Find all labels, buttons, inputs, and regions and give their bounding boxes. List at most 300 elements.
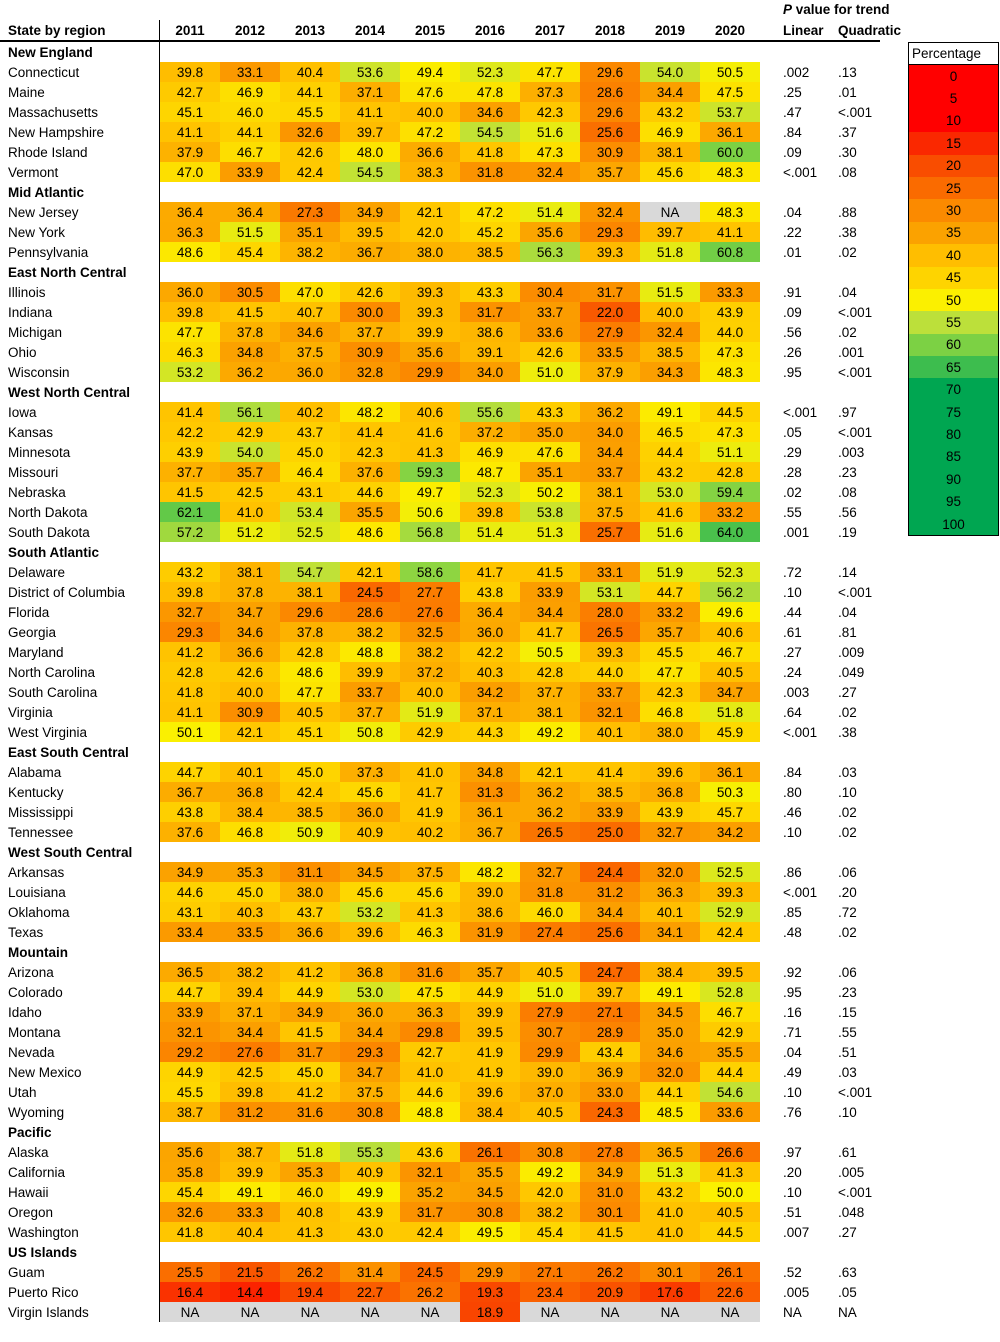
heatmap-cell: 44.6: [400, 1082, 460, 1102]
heatmap-cell: 44.9: [280, 982, 340, 1002]
year-headers: [160, 20, 760, 40]
heatmap-cell: 35.7: [460, 962, 520, 982]
heatmap-cell: 32.4: [640, 322, 700, 342]
region-row: [0, 542, 880, 562]
heatmap-cell: 42.3: [340, 442, 400, 462]
heatmap-cell: 30.0: [340, 302, 400, 322]
heatmap-cell: 30.4: [520, 282, 580, 302]
heatmap-cell: 39.7: [340, 122, 400, 142]
p-linear-value: .29: [783, 444, 802, 460]
heatmap-cell: 37.5: [580, 502, 640, 522]
heatmap-cell: 29.6: [580, 62, 640, 82]
legend-cell: 5: [909, 87, 998, 109]
heatmap-cell: 24.5: [340, 582, 400, 602]
heatmap-cell: 48.2: [460, 862, 520, 882]
heatmap-cell: 42.4: [400, 1222, 460, 1242]
heatmap-cell: 40.5: [280, 702, 340, 722]
table-row: [0, 982, 880, 1002]
heatmap-cell: 30.5: [220, 282, 280, 302]
p-linear-value: .44: [783, 604, 802, 620]
table-row: [0, 902, 880, 922]
legend-cell: 90: [909, 468, 998, 490]
p-linear-value: .86: [783, 864, 802, 880]
state-name: Michigan: [0, 322, 160, 342]
table-row: [0, 442, 880, 462]
heatmap-cell: 42.2: [460, 642, 520, 662]
heatmap-cell: 30.9: [220, 702, 280, 722]
heatmap-cell: 29.9: [520, 1042, 580, 1062]
heatmap-cell: 38.1: [580, 482, 640, 502]
p-quadratic-value: .02: [838, 244, 857, 260]
heatmap-cell: 52.3: [700, 562, 760, 582]
table-row: [0, 622, 880, 642]
heatmap-cell: 32.7: [520, 862, 580, 882]
p-linear-value: .49: [783, 1064, 802, 1080]
state-name: New York: [0, 222, 160, 242]
heatmap-cell: 48.3: [700, 362, 760, 382]
heatmap-cell: 42.7: [400, 1042, 460, 1062]
state-name: Minnesota: [0, 442, 160, 462]
heatmap-cell: 32.7: [640, 822, 700, 842]
table-row: [0, 602, 880, 622]
table-row: [0, 782, 880, 802]
heatmap-cell: 38.6: [460, 322, 520, 342]
heatmap-cell: 32.7: [160, 602, 220, 622]
state-name: Rhode Island: [0, 142, 160, 162]
p-linear-value: .47: [783, 104, 802, 120]
heatmap-cell: 53.2: [340, 902, 400, 922]
heatmap-cell: 44.4: [700, 1062, 760, 1082]
heatmap-cell: 38.2: [280, 242, 340, 262]
heatmap-cell: 41.8: [160, 1222, 220, 1242]
heatmap-cell: 36.1: [460, 802, 520, 822]
heatmap-cell: 21.5: [220, 1262, 280, 1282]
p-linear-value: .16: [783, 1004, 802, 1020]
year-header: 2012: [234, 22, 266, 38]
region-name: East South Central: [0, 742, 160, 762]
heatmap-cell: 44.7: [160, 982, 220, 1002]
p-quadratic-value: .005: [838, 1164, 865, 1180]
heatmap-cell: 34.0: [580, 422, 640, 442]
heatmap-cell: 36.3: [400, 1002, 460, 1022]
heatmap-cell: 31.9: [460, 922, 520, 942]
heatmap-cell: 43.2: [640, 102, 700, 122]
heatmap-cell: 46.9: [220, 82, 280, 102]
heatmap-cell: 31.4: [340, 1262, 400, 1282]
heatmap-cell: 49.5: [460, 1222, 520, 1242]
state-name: New Mexico: [0, 1062, 160, 1082]
heatmap-cell: 48.6: [340, 522, 400, 542]
p-linear-value: .09: [783, 304, 802, 320]
heatmap-cell: 51.0: [520, 982, 580, 1002]
p-linear-value: .64: [783, 704, 802, 720]
heatmap-cell: 24.5: [400, 1262, 460, 1282]
heatmap-cell: 35.7: [580, 162, 640, 182]
heatmap-cell: NA: [520, 1302, 580, 1322]
heatmap-cell: 22.7: [340, 1282, 400, 1302]
heatmap-cell: 31.8: [520, 882, 580, 902]
heatmap-cell: 32.0: [640, 862, 700, 882]
table-row: [0, 402, 880, 422]
heatmap-cell: 45.5: [280, 102, 340, 122]
p-quadratic-value: .08: [838, 484, 857, 500]
table-row: [0, 1002, 880, 1022]
heatmap-cell: 49.6: [700, 602, 760, 622]
table-row: [0, 862, 880, 882]
heatmap-cell: 37.6: [160, 822, 220, 842]
heatmap-cell: 39.3: [400, 282, 460, 302]
heatmap-cell: 28.9: [580, 1022, 640, 1042]
heatmap-cell: 39.3: [700, 882, 760, 902]
heatmap-cell: 34.4: [580, 902, 640, 922]
p-linear-value: .76: [783, 1104, 802, 1120]
table-body: [0, 42, 880, 1322]
heatmap-cell: 33.9: [220, 162, 280, 182]
heatmap-cell: 45.1: [280, 722, 340, 742]
heatmap-cell: 49.1: [640, 982, 700, 1002]
heatmap-cell: 40.1: [580, 722, 640, 742]
heatmap-cell: 40.3: [220, 902, 280, 922]
heatmap-cell: 38.7: [160, 1102, 220, 1122]
heatmap-cell: 27.6: [400, 602, 460, 622]
heatmap-cell: 38.7: [220, 1142, 280, 1162]
heatmap-cell: 45.1: [160, 102, 220, 122]
heatmap-cell: 53.2: [160, 362, 220, 382]
heatmap-cell: 51.4: [460, 522, 520, 542]
p-quadratic-value: .27: [838, 684, 857, 700]
heatmap-cell: 51.3: [640, 1162, 700, 1182]
heatmap-cell: 34.1: [640, 922, 700, 942]
heatmap-cell: 41.7: [400, 782, 460, 802]
heatmap-cell: 44.0: [700, 322, 760, 342]
table-row: [0, 1022, 880, 1042]
state-name: Puerto Rico: [0, 1282, 160, 1302]
heatmap-cell: 48.6: [160, 242, 220, 262]
p-linear-value: .005: [783, 1284, 810, 1300]
table-row: [0, 1102, 880, 1122]
state-name: Hawaii: [0, 1182, 160, 1202]
heatmap-cell: 53.7: [700, 102, 760, 122]
heatmap-cell: 52.9: [700, 902, 760, 922]
p-linear-value: .61: [783, 624, 802, 640]
heatmap-cell: 47.2: [400, 122, 460, 142]
p-quadratic-value: .56: [838, 504, 857, 520]
heatmap-cell: 32.1: [160, 1022, 220, 1042]
heatmap-cell: 34.9: [580, 1162, 640, 1182]
heatmap-cell: 37.3: [520, 82, 580, 102]
heatmap-cell: 54.0: [640, 62, 700, 82]
heatmap-cell: 37.9: [580, 362, 640, 382]
heatmap-cell: 35.3: [220, 862, 280, 882]
heatmap-cell: 25.7: [580, 522, 640, 542]
p-linear-value: .71: [783, 1024, 802, 1040]
heatmap-cell: 37.2: [400, 662, 460, 682]
heatmap-cell: 26.2: [580, 1262, 640, 1282]
heatmap-cell: 47.2: [460, 202, 520, 222]
heatmap-cell: 46.3: [400, 922, 460, 942]
table-row: [0, 662, 880, 682]
state-name: California: [0, 1162, 160, 1182]
region-row: [0, 42, 880, 62]
table-row: [0, 802, 880, 822]
heatmap-cell: NA: [640, 202, 700, 222]
p-linear-value: .28: [783, 464, 802, 480]
state-name: Colorado: [0, 982, 160, 1002]
heatmap-cell: 31.6: [400, 962, 460, 982]
heatmap-cell: 43.6: [400, 1142, 460, 1162]
p-linear-value: .05: [783, 424, 802, 440]
heatmap-cell: 35.0: [640, 1022, 700, 1042]
heatmap-cell: 36.3: [160, 222, 220, 242]
heatmap-cell: 42.9: [400, 722, 460, 742]
heatmap-cell: 33.6: [700, 1102, 760, 1122]
column-header-row: [0, 20, 902, 42]
heatmap-cell: 36.2: [520, 782, 580, 802]
heatmap-cell: 50.0: [700, 1182, 760, 1202]
heatmap-cell: 56.8: [400, 522, 460, 542]
heatmap-cell: 48.3: [700, 162, 760, 182]
legend-cell: 0: [909, 65, 998, 87]
heatmap-cell: 42.1: [340, 562, 400, 582]
heatmap-cell: 59.3: [400, 462, 460, 482]
heatmap-cell: 47.7: [160, 322, 220, 342]
heatmap-cell: 34.4: [220, 1022, 280, 1042]
heatmap-cell: 41.6: [640, 502, 700, 522]
table-row: [0, 1182, 880, 1202]
heatmap-cell: 51.5: [220, 222, 280, 242]
heatmap-cell: 45.4: [520, 1222, 580, 1242]
heatmap-cell: 34.6: [220, 622, 280, 642]
heatmap-cell: 34.2: [460, 682, 520, 702]
heatmap-cell: 31.8: [460, 162, 520, 182]
heatmap-cell: 38.2: [340, 622, 400, 642]
heatmap-cell: 43.1: [280, 482, 340, 502]
heatmap-cell: 38.2: [220, 962, 280, 982]
legend-cell: 95: [909, 490, 998, 512]
heatmap-cell: 37.7: [340, 702, 400, 722]
heatmap-cell: 35.6: [520, 222, 580, 242]
p-quadratic-value: .27: [838, 1224, 857, 1240]
heatmap-cell: 49.1: [640, 402, 700, 422]
table-row: [0, 282, 880, 302]
region-row: [0, 942, 880, 962]
legend-cell: 10: [909, 110, 998, 132]
p-quadratic-value: <.001: [838, 1184, 873, 1200]
p-quadratic-value: <.001: [838, 584, 873, 600]
heatmap-cell: 34.6: [460, 102, 520, 122]
p-linear-value: .01: [783, 244, 802, 260]
state-name: Nebraska: [0, 482, 160, 502]
heatmap-cell: 41.9: [460, 1042, 520, 1062]
heatmap-cell: 51.1: [700, 442, 760, 462]
heatmap-cell: 31.3: [460, 782, 520, 802]
heatmap-cell: 41.2: [280, 962, 340, 982]
table-row: [0, 142, 880, 162]
state-name: Georgia: [0, 622, 160, 642]
heatmap-cell: 50.6: [400, 502, 460, 522]
state-name: New Jersey: [0, 202, 160, 222]
heatmap-cell: 35.0: [520, 422, 580, 442]
heatmap-cell: 32.1: [400, 1162, 460, 1182]
legend-cell: 25: [909, 177, 998, 199]
heatmap-cell: 39.6: [340, 922, 400, 942]
heatmap-cell: 47.0: [280, 282, 340, 302]
heatmap-cell: 38.0: [400, 242, 460, 262]
p-linear-value: .10: [783, 824, 802, 840]
p-quadratic-value: .23: [838, 984, 857, 1000]
table-row: [0, 822, 880, 842]
legend-cell: 15: [909, 132, 998, 154]
heatmap-cell: 45.0: [280, 1062, 340, 1082]
heatmap-cell: 42.8: [160, 662, 220, 682]
heatmap-cell: 48.5: [640, 1102, 700, 1122]
table-row: [0, 162, 880, 182]
heatmap-cell: 47.5: [700, 82, 760, 102]
state-name: Texas: [0, 922, 160, 942]
heatmap-cell: 39.9: [340, 662, 400, 682]
heatmap-cell: 40.4: [220, 1222, 280, 1242]
heatmap-cell: 46.4: [280, 462, 340, 482]
heatmap-cell: 25.0: [580, 822, 640, 842]
heatmap-cell: 39.5: [460, 1022, 520, 1042]
heatmap-cell: 48.2: [340, 402, 400, 422]
heatmap-cell: 40.4: [280, 62, 340, 82]
heatmap-cell: 36.7: [460, 822, 520, 842]
table-row: [0, 642, 880, 662]
heatmap-cell: 36.1: [700, 122, 760, 142]
state-name: Louisiana: [0, 882, 160, 902]
heatmap-cell: 35.7: [220, 462, 280, 482]
heatmap-cell: 44.3: [460, 722, 520, 742]
p-linear-value: .51: [783, 1204, 802, 1220]
heatmap-cell: 45.5: [640, 642, 700, 662]
table-row: [0, 1162, 880, 1182]
p-linear-value: .04: [783, 1044, 802, 1060]
legend-cell: 55: [909, 311, 998, 333]
heatmap-cell: 33.9: [580, 802, 640, 822]
p-quadratic-value: <.001: [838, 104, 873, 120]
heatmap-cell: 39.9: [460, 1002, 520, 1022]
state-name: Montana: [0, 1022, 160, 1042]
region-name: Pacific: [0, 1122, 160, 1142]
heatmap-cell: 46.9: [460, 442, 520, 462]
p-linear-value: .007: [783, 1224, 810, 1240]
p-quadratic-value: .04: [838, 604, 857, 620]
heatmap-cell: 31.7: [460, 302, 520, 322]
heatmap-cell: 36.6: [400, 142, 460, 162]
p-quadratic-value: .51: [838, 1044, 857, 1060]
heatmap-cell: 43.8: [160, 802, 220, 822]
heatmap-cell: 55.3: [340, 1142, 400, 1162]
heatmap-cell: 38.0: [640, 722, 700, 742]
year-header: 2011: [175, 22, 205, 38]
heatmap-cell: 43.3: [520, 402, 580, 422]
p-linear-value: .91: [783, 284, 802, 300]
heatmap-cell: 49.9: [340, 1182, 400, 1202]
heatmap-cell: 44.6: [340, 482, 400, 502]
table-row: [0, 962, 880, 982]
heatmap-cell: 31.7: [400, 1202, 460, 1222]
year-header: 2017: [534, 22, 566, 38]
table-row: [0, 82, 880, 102]
heatmap-cell: 32.0: [640, 1062, 700, 1082]
table-row: [0, 102, 880, 122]
p-linear-value: .10: [783, 1184, 802, 1200]
heatmap-cell: 34.4: [520, 602, 580, 622]
heatmap-cell: 36.0: [280, 362, 340, 382]
heatmap-cell: NA: [160, 1302, 220, 1322]
p-linear-value: .22: [783, 224, 802, 240]
heatmap-cell: 31.2: [220, 1102, 280, 1122]
heatmap-cell: 41.2: [280, 1082, 340, 1102]
heatmap-cell: 37.7: [520, 682, 580, 702]
heatmap-cell: 51.8: [280, 1142, 340, 1162]
heatmap-cell: 41.7: [460, 562, 520, 582]
heatmap-cell: 26.1: [460, 1142, 520, 1162]
heatmap-cell: 40.0: [220, 682, 280, 702]
heatmap-cell: 36.4: [460, 602, 520, 622]
heatmap-cell: 34.7: [340, 1062, 400, 1082]
heatmap-cell: 31.7: [280, 1042, 340, 1062]
heatmap-cell: 36.3: [640, 882, 700, 902]
heatmap-cell: 18.9: [460, 1302, 520, 1322]
heatmap-cell: 27.9: [520, 1002, 580, 1022]
p-quadratic-value: .37: [838, 124, 857, 140]
state-name: Illinois: [0, 282, 160, 302]
heatmap-cell: 35.5: [340, 502, 400, 522]
heatmap-cell: 33.2: [640, 602, 700, 622]
heatmap-cell: 60.8: [700, 242, 760, 262]
heatmap-cell: 28.6: [580, 82, 640, 102]
region-row: [0, 1242, 880, 1262]
heatmap-cell: 41.0: [640, 1202, 700, 1222]
heatmap-cell: 47.6: [520, 442, 580, 462]
heatmap-cell: 42.9: [220, 422, 280, 442]
heatmap-cell: 43.2: [640, 1182, 700, 1202]
heatmap-cell: 40.5: [700, 662, 760, 682]
heatmap-cell: 30.9: [580, 142, 640, 162]
heatmap-cell: 40.5: [520, 962, 580, 982]
heatmap-cell: 34.8: [460, 762, 520, 782]
heatmap-cell: 38.0: [280, 882, 340, 902]
heatmap-cell: 49.2: [520, 1162, 580, 1182]
year-header: 2014: [354, 22, 386, 38]
p-quadratic-value: .20: [838, 884, 857, 900]
heatmap-cell: 43.1: [160, 902, 220, 922]
heatmap-cell: 33.9: [160, 1002, 220, 1022]
heatmap-cell: 32.4: [580, 202, 640, 222]
heatmap-cell: 39.8: [460, 502, 520, 522]
table-row: [0, 222, 880, 242]
p-linear-value: .95: [783, 364, 802, 380]
heatmap-cell: 32.6: [160, 1202, 220, 1222]
state-name: Virginia: [0, 702, 160, 722]
legend-cell: 100: [909, 513, 998, 535]
table-row: [0, 722, 880, 742]
table-row: [0, 702, 880, 722]
heatmap-cell: 40.5: [520, 1102, 580, 1122]
heatmap-cell: 27.7: [400, 582, 460, 602]
state-name: North Carolina: [0, 662, 160, 682]
table-row: [0, 302, 880, 322]
heatmap-cell: 51.2: [220, 522, 280, 542]
p-linear-value: .26: [783, 344, 802, 360]
p-linear-value: <.001: [783, 404, 818, 420]
heatmap-cell: 41.3: [400, 902, 460, 922]
table-row: [0, 1082, 880, 1102]
p-quadratic-value: .38: [838, 724, 857, 740]
heatmap-cell: 47.3: [520, 142, 580, 162]
